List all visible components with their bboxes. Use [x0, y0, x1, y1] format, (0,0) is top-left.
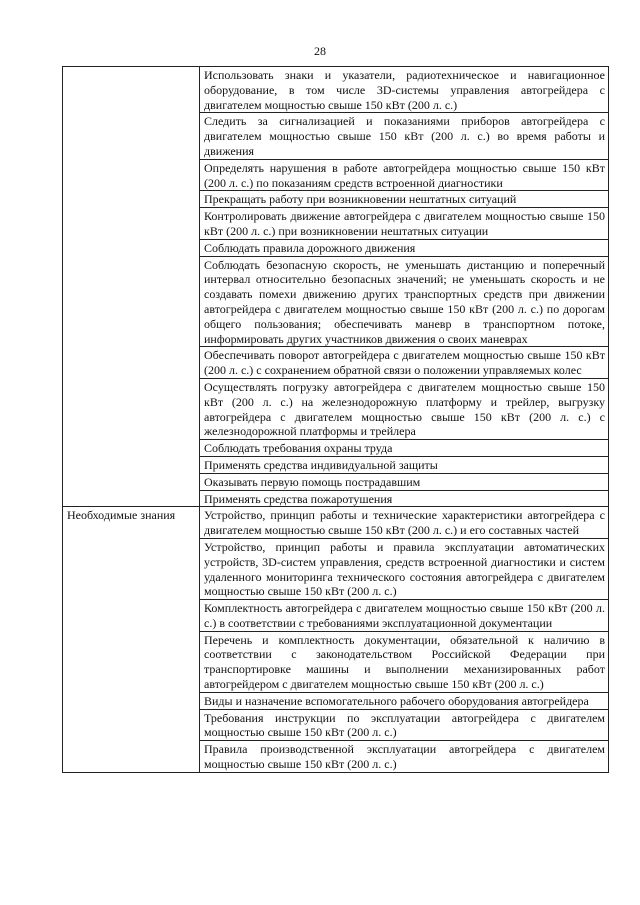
requirements-table	[62, 66, 609, 773]
table-cell: Оказывать первую помощь пострадавшим	[200, 473, 609, 490]
table-cell: Применять средства индивидуальной защиты	[200, 456, 609, 473]
table-row	[63, 507, 609, 539]
table-cell: Осуществлять погрузку автогрейдера с двигателем мощностью свыше 150 кВт (200 л. с.) на железнодорожную платформу и трейлер, выгрузку автогрейдера с двигателем мощностью свыше 150 кВт (200 л. с.) с железнодорожной платформы и трейлера	[200, 378, 609, 439]
table-cell: Перечень и комплектность документации, обязательной к наличию в соответствии с законодательством Российской Федерации при транспортировке машины и выполнении механизированных работ автогрейдером с двигателем мощностью свыше 150 кВт (200 л. с.)	[200, 631, 609, 692]
row-label-knowledge: Необходимые знания	[63, 507, 200, 773]
table-cell: Контролировать движение автогрейдера с двигателем мощностью свыше 150 кВт (200 л. с.) при возникновении нештатных ситуации	[200, 208, 609, 240]
table-cell: Комплектность автогрейдера с двигателем мощностью свыше 150 кВт (200 л. с.) в соответствии с требованиями эксплуатационной документации	[200, 600, 609, 632]
table-row	[63, 67, 609, 113]
table-cell: Прекращать работу при возникновении нештатных ситуаций	[200, 191, 609, 208]
table-cell: Применять средства пожаротушения	[200, 490, 609, 507]
row-label-skills	[63, 67, 200, 507]
table-cell: Требования инструкции по эксплуатации автогрейдера с двигателем мощностью свыше 150 кВт (200 л. с.)	[200, 709, 609, 741]
table-cell: Правила производственной эксплуатации автогрейдера с двигателем мощностью свыше 150 кВт (200 л. с.)	[200, 741, 609, 773]
table-cell: Устройство, принцип работы и технические характеристики автогрейдера с двигателем мощностью свыше 150 кВт (200 л. с.) и его составных частей	[200, 507, 609, 539]
table-cell: Соблюдать безопасную скорость, не уменьшать дистанцию и поперечный интервал относительно безопасных значений; не уменьшать скорость и не создавать помехи движению других транспортных средств при движении автогрейдера с двигателем мощностью свыше 150 кВт (200 л. с.) по дорогам общего пользования; обеспечивать маневр в транспортном потоке, информировать других участников движения о своих маневрах	[200, 256, 609, 347]
table-cell: Использовать знаки и указатели, радиотехническое и навигационное оборудование, в том числе 3D-системы управления автогрейдера с двигателем мощностью свыше 150 кВт (200 л. с.)	[200, 67, 609, 113]
page-number: 28	[314, 44, 326, 58]
table-cell: Виды и назначение вспомогательного рабочего оборудования автогрейдера	[200, 692, 609, 709]
table-cell: Соблюдать требования охраны труда	[200, 440, 609, 457]
table-cell: Соблюдать правила дорожного движения	[200, 239, 609, 256]
table-cell: Устройство, принцип работы и правила эксплуатации автоматических устройств, 3D-систем управления, средств встроенной диагностики и систем удаленного мониторинга технического состояния автогрейдера с двигателем мощностью свыше 150 кВт (200 л. с.)	[200, 538, 609, 599]
table-cell: Обеспечивать поворот автогрейдера с двигателем мощностью свыше 150 кВт (200 л. с.) с сохранением обратной связи о положении управляемых колес	[200, 347, 609, 379]
table-cell: Следить за сигнализацией и показаниями приборов автогрейдера с двигателем мощностью свыше 150 кВт (200 л. с.) во время работы и движения	[200, 113, 609, 159]
table-cell: Определять нарушения в работе автогрейдера мощностью свыше 150 кВт (200 л. с.) по показаниям средств встроенной диагностики	[200, 159, 609, 191]
